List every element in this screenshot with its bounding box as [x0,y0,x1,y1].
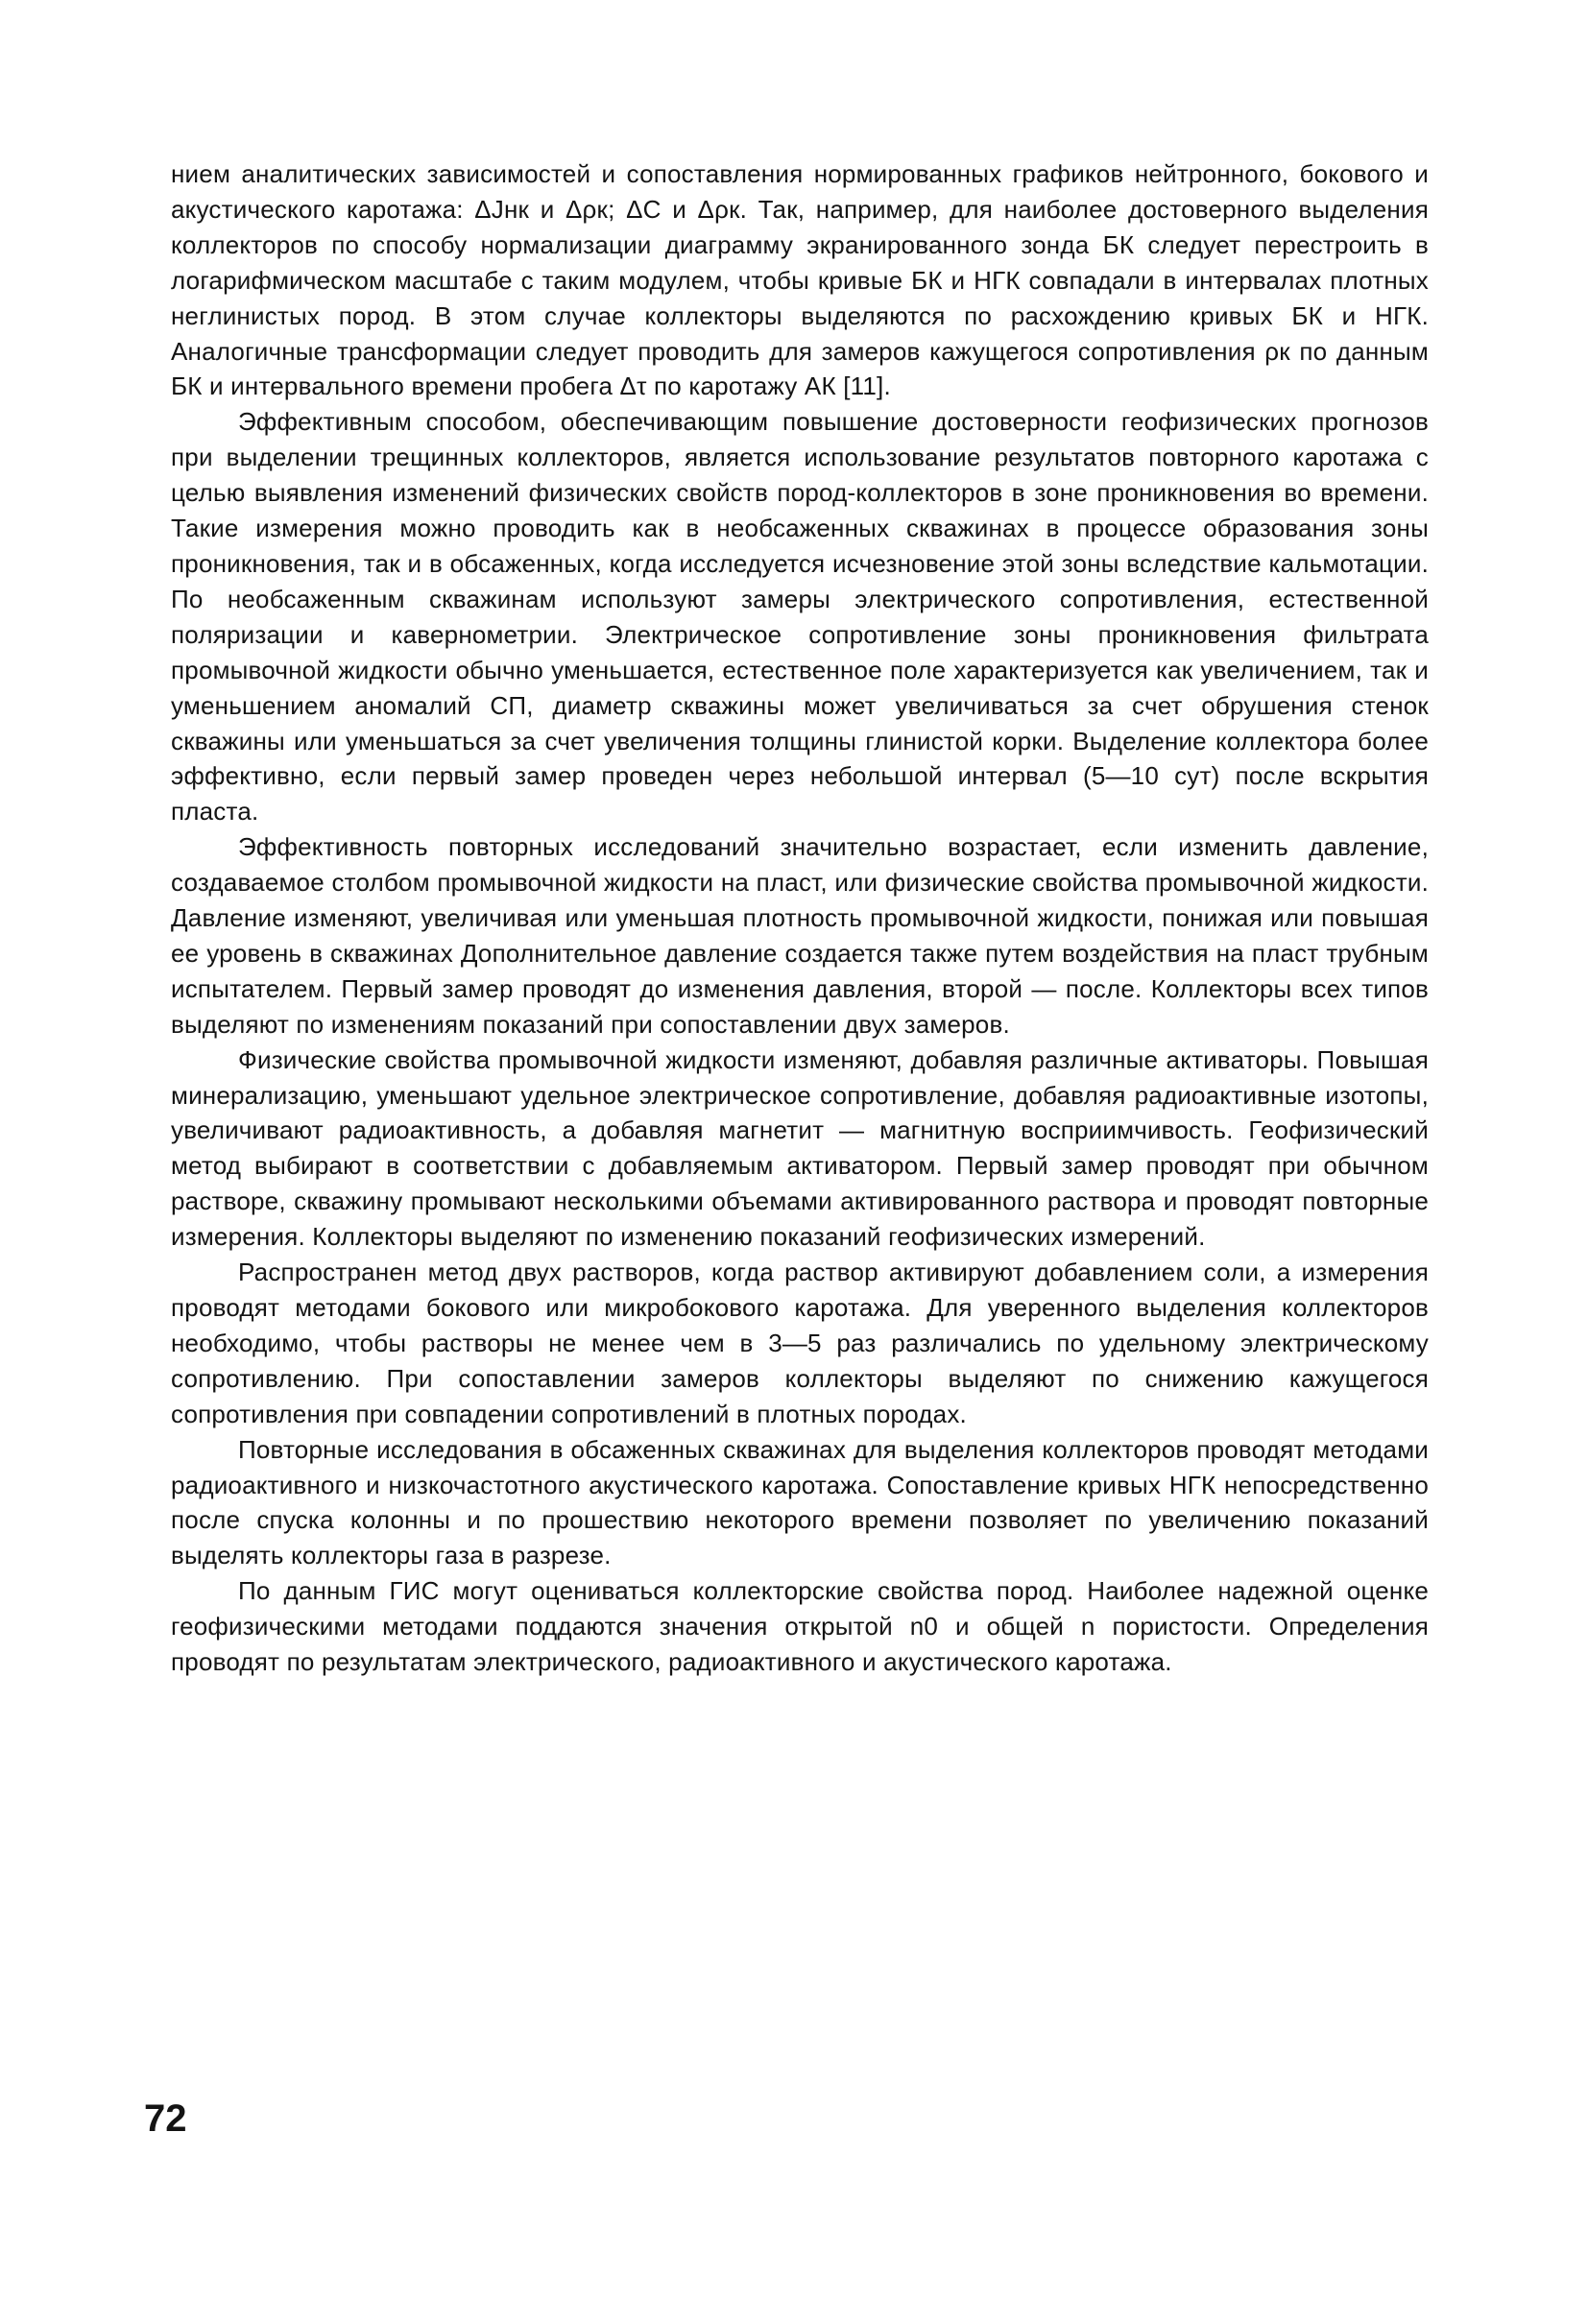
paragraph-6: Повторные исследования в обсаженных скважинах для выделения коллекторов проводят методами радиоактивного и низкочастотного акустического каротажа. Сопоставление кривых НГК непосредственно после спуска колонны и по прошествию некоторого времени позволяет по увеличению показаний выделять коллекторы газа в разрезе. [171,1434,1429,1570]
paragraph-3: Эффективность повторных исследований значительно возрастает, если изменить давление, создаваемое столбом промывочной жидкости на пласт, или физические свойства промывочной жидкости. Давление изменяют, увеличивая или уменьшая плотность промывочной жидкости, понижая или повышая ее уровень в скважинах Дополнительное давление создается также путем воздействия на пласт трубным испытателем. Первый замер проводят до изменения давления, второй — после. Коллекторы всех типов выделяют по изменениям показаний при сопоставлении двух замеров. [171,832,1429,1039]
paragraph-4: Физические свойства промывочной жидкости изменяют, добавляя различные активаторы. Повышая минерализацию, уменьшают удельное электрическое сопротивление, добавляя радиоактивные изотопы, увеличивают радиоактивность, а добавляя магнетит — магнитную восприимчивость. Геофизический метод выбирают в соответствии с добавляемым активатором. Первый замер проводят при обычном растворе, скважину промывают несколькими объемами активированного раствора и проводят повторные измерения. Коллекторы выделяют по изменению показаний геофизических измерений. [171,1044,1429,1252]
page-number: 72 [144,2097,187,2140]
paragraph-7: По данным ГИС могут оцениваться коллекторские свойства пород. Наиболее надежной оценке геофизическими методами поддаются значения открытой n0 и общей n пористости. Определения проводят по результатам электрического, радиоактивного и акустического каротажа. [171,1576,1429,1677]
paragraph-5: Распространен метод двух растворов, когда раствор активируют добавлением соли, а измерения проводят методами бокового или микробокового каротажа. Для уверенного выделения коллекторов необходимо, чтобы растворы не менее чем в 3—5 раз различались по удельному электрическому сопротивлению. При сопоставлении замеров коллекторы выделяют по снижению кажущегося сопротивления при совпадении сопротивлений в плотных породах. [171,1258,1429,1428]
body-text [171,156,1429,1680]
paragraph-2: Эффективным способом, обеспечивающим повышение достоверности геофизических прогнозов при выделении трещинных коллекторов, является использование результатов повторного каротажа с целью выявления изменений физических свойств пород-коллекторов в зоне проникновения во времени. Такие измерения можно проводить как в необсаженных скважинах в процессе образования зоны проникновения, так и в обсаженных, когда исследуется исчезновение этой зоны вследствие кальмотации. По необсаженным скважинам используют замеры электрического сопротивления, естественной поляризации и кавернометрии. Электрическое сопротивление зоны проникновения фильтрата промывочной жидкости обычно уменьшается, естественное поле характеризуется как увеличением, так и уменьшением аномалий СП, диаметр скважины может увеличиваться за счет обрушения стенок скважины или уменьшаться за счет увеличения толщины глинистой корки. Выделение коллектора более эффективно, если первый замер проведен через небольшой интервал (5—10 сут) после вскрытия пласта. [171,407,1429,827]
paragraph-1: нием аналитических зависимостей и сопоставления нормированных графиков нейтронного, бокового и акустического каротажа: ΔJнк и Δρк; ΔC и Δρк. Так, например, для наиболее достоверного выделения коллекторов по способу нормализации диаграмму экранированного зонда БК следует перестроить в логарифмическом масштабе с таким модулем, чтобы кривые БК и НГК совпадали в интервалах плотных неглинистых пород. В этом случае коллекторы выделяются по расхождению кривых БК и НГК. Аналогичные трансформации следует проводить для замеров кажущегося сопротивления ρк по данным БК и интервального времени пробега Δτ по каротажу АК [11]. [171,159,1429,401]
